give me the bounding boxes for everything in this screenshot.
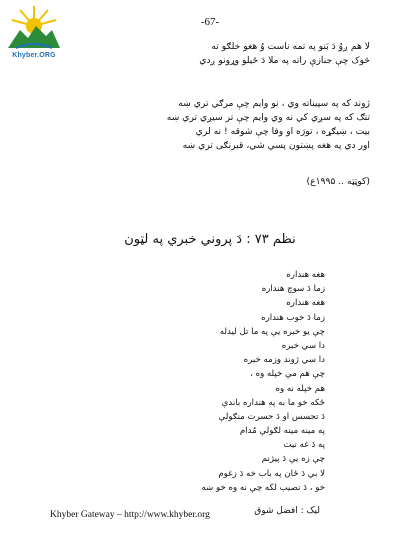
poem-line: هغه هنداره [286, 298, 325, 309]
date-note: (کوټټه .. ۱۹۹۵ع) [306, 176, 370, 187]
logo-text: Khyber.ORG [12, 52, 56, 59]
poem-line: هم خپله نه وه [275, 383, 325, 394]
poem-line: دا سي ژوند وزمه خبره [243, 355, 325, 366]
poem-line: ځکه خو ما به په هنداره باندې [221, 397, 325, 408]
poem-line: هغه هنداره [286, 270, 325, 280]
poem-line: په مینه مینه لګولې مُدام [239, 426, 325, 437]
poem-line: دا سي خبره [281, 340, 325, 351]
footer-author: لیک : افضل شوق [254, 506, 320, 516]
poem-title: نظم ۷۳ : دَ پروني خبري په لټون [124, 232, 296, 247]
stanza-2 [167, 97, 370, 153]
stanza-1 [199, 40, 370, 68]
page-number: -67- [200, 16, 220, 28]
khyber-logo-icon [6, 4, 62, 54]
poem-line: خو ، دَ نصیب لکه چې نه وه خو ښه [201, 482, 325, 493]
verse-line: څوک چې جنازې راته په ملا دَ ځیلو وړونو ږدي [199, 55, 370, 66]
poem-line: چې زه یې دَ پیژنم [261, 454, 325, 465]
poem-line: په دَ غه نیت [283, 440, 325, 451]
poem-line: چې یو خبره یې په ما تل لیدله [219, 326, 325, 337]
verse-line: اور دي په هغه پښتون پسي شي، قبرنګی تري ښه [182, 140, 370, 151]
verse-line: ژوند که په سپیناته وي ، نو وایم چې مرګي تري ښه [178, 98, 370, 109]
verse-line: بیت ، ښیګړه ، تورَه او وفا چې شوقه ! نه لري [195, 126, 370, 137]
poem-line: زما دَ خوب هنداره [261, 312, 325, 323]
poem-line: لا بي دَ ځان په باب خه دَ زغوم [218, 468, 325, 479]
poem-line: چې هم مې خپله وه ، [250, 369, 325, 380]
verse-line: تنګ که په سږي کي نه وي وایم چې تر سیږي تري ښه [166, 112, 370, 123]
poem-body [202, 268, 325, 495]
poem-line: دَ تجسس او دَ حسرت منګولې [218, 411, 325, 422]
poem-line: زما دَ سوچ هنداره [261, 284, 325, 295]
footer-source-link[interactable]: Khyber Gateway – http://www.khyber.org [50, 510, 210, 520]
verse-line: لا هم ږوُ دَ بَنو په تمه ناست وُ هغو خلګو ته [211, 41, 370, 52]
